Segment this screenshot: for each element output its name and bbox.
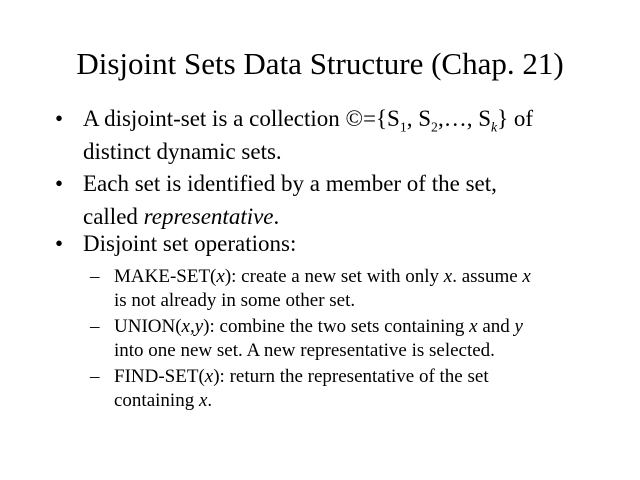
math-var: x xyxy=(469,316,478,337)
sub-bullet-line1 xyxy=(114,315,523,339)
sub-bullet-dash: – xyxy=(90,316,100,337)
bullet-text xyxy=(83,167,497,233)
bullet-dot: • xyxy=(55,171,64,196)
text-part: . assume xyxy=(452,266,523,287)
subscript: 1 xyxy=(399,119,407,135)
sub-bullet-line2: into one new set. A new representative is selected. xyxy=(114,340,495,361)
math-var: x xyxy=(522,266,531,287)
text-part: ): return the representative of the set xyxy=(213,366,489,387)
text-part: MAKE-SET( xyxy=(114,266,217,287)
math-var: x xyxy=(443,266,453,287)
sub-bullet-line2 xyxy=(114,389,489,413)
text-part: containing xyxy=(114,390,199,411)
bullet-dot: • xyxy=(55,106,64,131)
bullet-text: Disjoint set operations: xyxy=(83,231,297,256)
bullet-text-part: called xyxy=(83,204,144,229)
bullet-text xyxy=(83,102,533,168)
subscript: 2 xyxy=(431,119,438,135)
slide-title: Disjoint Sets Data Structure (Chap. 21) xyxy=(76,46,564,81)
sub-bullet-dash: – xyxy=(90,266,100,287)
bullet-text-part: } of xyxy=(497,106,534,131)
math-var: x,y xyxy=(181,316,204,337)
sub-bullet-line1 xyxy=(114,365,489,389)
bullet-text-part: . xyxy=(273,204,280,229)
sub-bullet-line1 xyxy=(114,265,531,289)
text-part: ): combine the two sets containing xyxy=(203,316,470,337)
text-part: FIND-SET( xyxy=(114,366,205,387)
text-part: and xyxy=(477,316,515,337)
sub-bullet-dash: – xyxy=(90,366,100,387)
sub-bullet-text xyxy=(114,265,531,313)
math-var: x xyxy=(216,266,225,287)
sub-bullet-line2: is not already in some other set. xyxy=(114,290,356,311)
math-var: x xyxy=(198,390,208,411)
subscript-italic: k xyxy=(490,119,498,135)
text-part: ): create a new set with only xyxy=(224,266,444,287)
bullet-text-part: , S xyxy=(406,106,432,131)
sub-bullet-text xyxy=(114,315,523,363)
bullet-text-line2: distinct dynamic sets. xyxy=(83,139,282,164)
bullet-text-part: ,…, S xyxy=(437,106,491,131)
bullet-text-part: A disjoint-set is a collection ©={S xyxy=(83,106,400,131)
bullet-text-line1: Each set is identified by a member of the set, xyxy=(83,171,497,196)
text-part: UNION( xyxy=(114,316,182,337)
math-var: x xyxy=(204,366,214,387)
text-part: . xyxy=(207,390,213,411)
math-var: y xyxy=(514,316,523,337)
sub-bullet-text xyxy=(114,365,489,413)
bullet-dot: • xyxy=(55,231,64,256)
emphasis-text: representative xyxy=(143,204,274,229)
